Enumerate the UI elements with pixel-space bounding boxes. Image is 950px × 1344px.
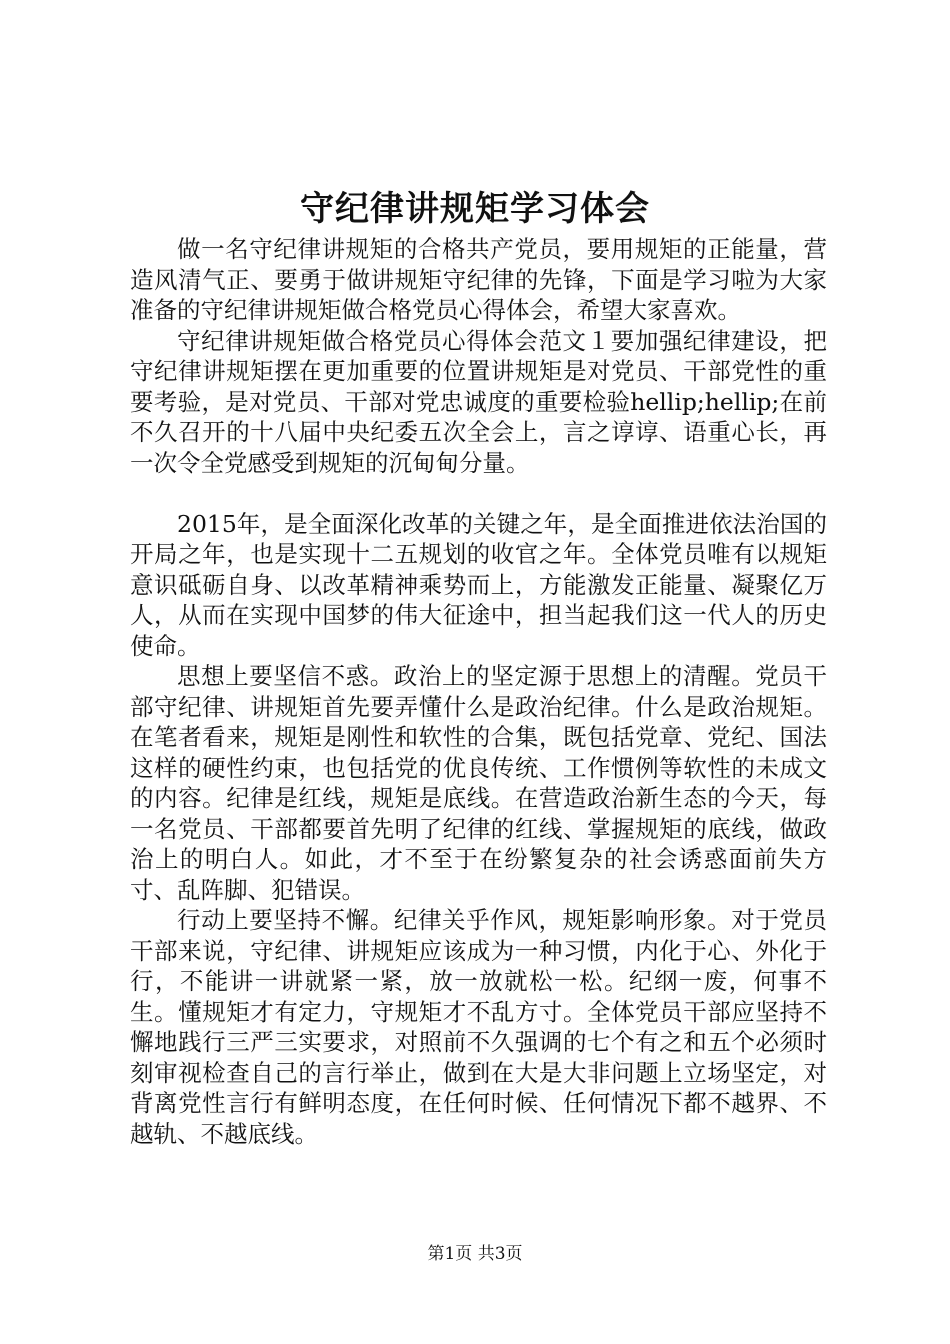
paragraph-2015: 2015年，是全面深化改革的关键之年，是全面推进依法治国的开局之年，也是实现十二五规划的收官之年。全体党员唯有以规矩意识砥砺自身、以改革精神乘势而上，方能激发正能量、凝聚亿万人，从而在实现中国梦的伟大征途中，担当起我们这一代人的历史使命。 xyxy=(130,509,827,660)
paragraph-action: 行动上要坚持不懈。纪律关乎作风，规矩影响形象。对于党员干部来说，守纪律、讲规矩应该成为一种习惯，内化于心、外化于行，不能讲一讲就紧一紧，放一放就松一松。纪纲一废，何事不生。懂规矩才有定力，守规矩才不乱方寸。全体党员干部应坚持不懈地践行三严三实要求，对照前不久强调的七个有之和五个必须时刻审视检查自己的言行举止，做到在大是大非问题上立场坚定，对背离党性言行有鲜明态度，在任何时候、任何情况下都不越界、不越轨、不越底线。 xyxy=(130,906,827,1148)
paragraph-thought: 思想上要坚信不惑。政治上的坚定源于思想上的清醒。党员干部守纪律、讲规矩首先要弄懂什么是政治纪律。什么是政治规矩。在笔者看来，规矩是刚性和软性的合集，既包括党章、党纪、国法这样的硬性约束，也包括党的优良传统、工作惯例等软性的未成文的内容。纪律是红线，规矩是底线。在营造政治新生态的今天，每一名党员、干部都要首先明了纪律的红线、掌握规矩的底线，做政治上的明白人。如此，才不至于在纷繁复杂的社会诱惑面前失方寸、乱阵脚、犯错误。 xyxy=(130,662,827,904)
document-title: 守纪律讲规矩学习体会 xyxy=(300,189,650,229)
document-body xyxy=(130,234,827,1149)
paragraph-intro: 做一名守纪律讲规矩的合格共产党员，要用规矩的正能量，营造风清气正、要勇于做讲规矩守纪律的先锋，下面是学习啦为大家准备的守纪律讲规矩做合格党员心得体会，希望大家喜欢。 xyxy=(130,235,827,324)
paragraph-sample-essay: 守纪律讲规矩做合格党员心得体会范文１要加强纪律建设，把守纪律讲规矩摆在更加重要的位置讲规矩是对党员、干部党性的重要考验，是对党员、干部对党忠诚度的重要检验hellip;hellip;在前不久召开的十八届中央纪委五次全会上，言之谆谆、语重心长，再一次令全党感受到规矩的沉甸甸分量。 xyxy=(130,326,827,477)
page-number-footer: 第1页 共3页 xyxy=(427,1244,523,1264)
